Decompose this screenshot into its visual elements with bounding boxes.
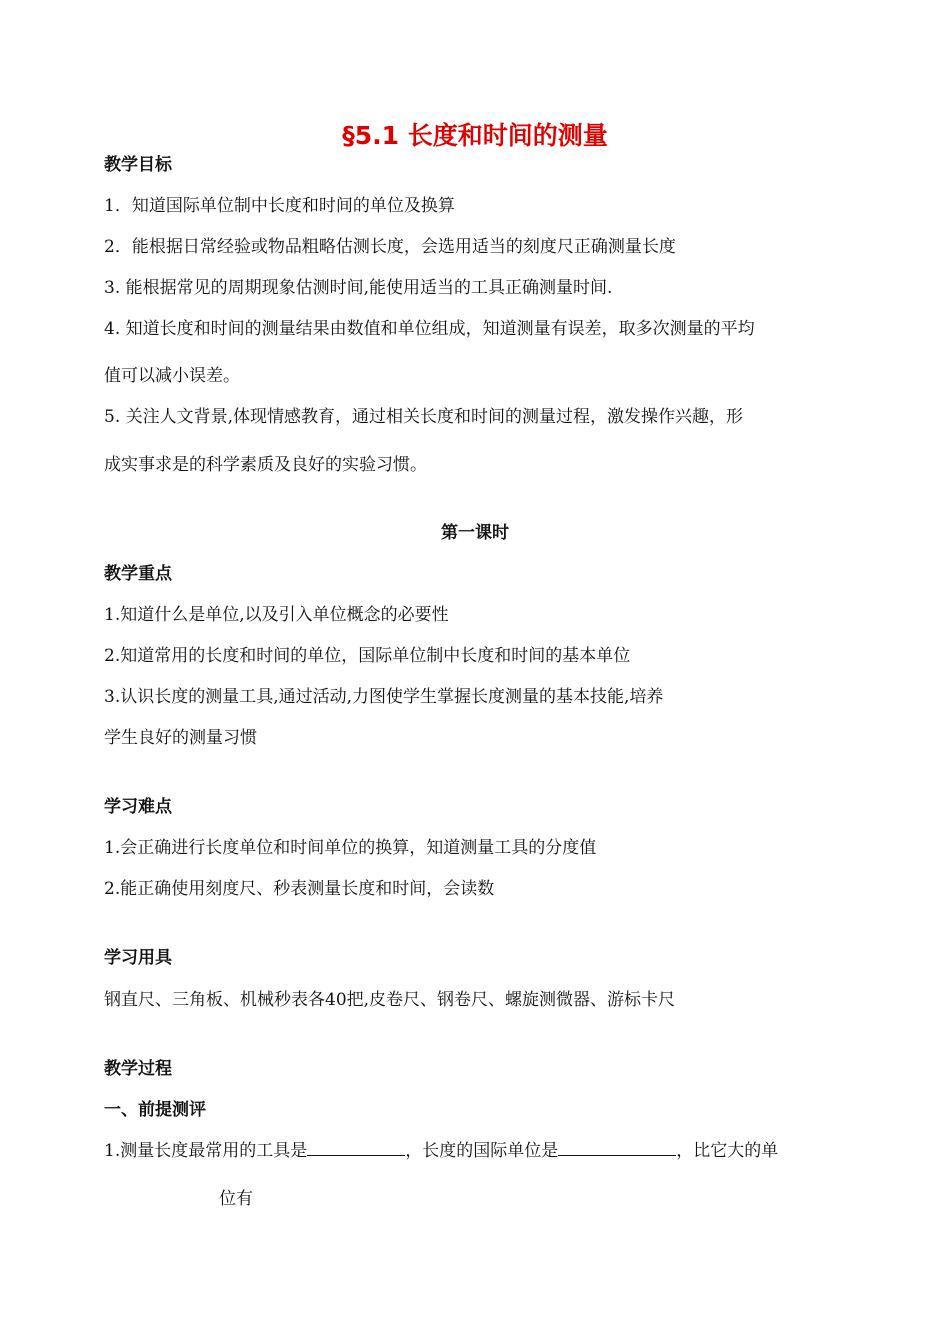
difficulties-heading: 学习难点: [104, 797, 172, 817]
key-point-item: 1.知道什么是单位,以及引入单位概念的必要性: [104, 605, 449, 625]
objective-item: 1．知道国际单位制中长度和时间的单位及换算: [104, 196, 455, 216]
lesson-title: 第一课时: [441, 523, 509, 543]
question-1-part1: 1.测量长度最常用的工具是: [104, 1141, 308, 1161]
tools-text: 钢直尺、三角板、机械秒表各40把,皮卷尺、钢卷尺、螺旋测微器、游标卡尺: [104, 990, 676, 1010]
key-point-item: 3.认识长度的测量工具,通过活动,力图使学生掌握长度测量的基本技能,培养: [104, 687, 664, 707]
process-subheading: 一、前提测评: [104, 1100, 206, 1120]
objective-item: 4. 知道长度和时间的测量结果由数值和单位组成，知道测量有误差，取多次测量的平均: [104, 319, 755, 339]
key-point-item: 2.知道常用的长度和时间的单位，国际单位制中长度和时间的基本单位: [104, 646, 631, 666]
question-1-part2: ，长度的国际单位是: [405, 1141, 559, 1161]
difficulty-item: 1.会正确进行长度单位和时间单位的换算，知道测量工具的分度值: [104, 838, 597, 858]
tools-heading: 学习用具: [104, 948, 172, 968]
objective-item: 3. 能根据常见的周期现象估测时间,能使用适当的工具正确测量时间.: [104, 278, 613, 298]
key-points-heading: 教学重点: [104, 564, 172, 584]
answer-blank[interactable]: [558, 1139, 676, 1156]
key-point-item: 学生良好的测量习惯: [104, 728, 257, 748]
objective-item: 2．能根据日常经验或物品粗略估测长度，会选用适当的刻度尺正确测量长度: [104, 237, 676, 257]
objective-item: 值可以减小误差。: [104, 366, 240, 386]
question-1-line2: 位有: [219, 1189, 253, 1209]
difficulty-item: 2.能正确使用刻度尺、秒表测量长度和时间，会读数: [104, 879, 495, 899]
question-1: [104, 1136, 778, 1161]
objectives-heading: 教学目标: [104, 155, 172, 175]
objective-item: 5. 关注人文背景,体现情感教育，通过相关长度和时间的测量过程，激发操作兴趣，形: [104, 407, 744, 427]
objective-item: 成实事求是的科学素质及良好的实验习惯。: [104, 455, 427, 475]
answer-blank[interactable]: [307, 1139, 405, 1156]
document-title: §5.1 长度和时间的测量: [342, 121, 608, 150]
process-heading: 教学过程: [104, 1059, 172, 1079]
question-1-part3: ，比它大的单: [676, 1141, 779, 1161]
